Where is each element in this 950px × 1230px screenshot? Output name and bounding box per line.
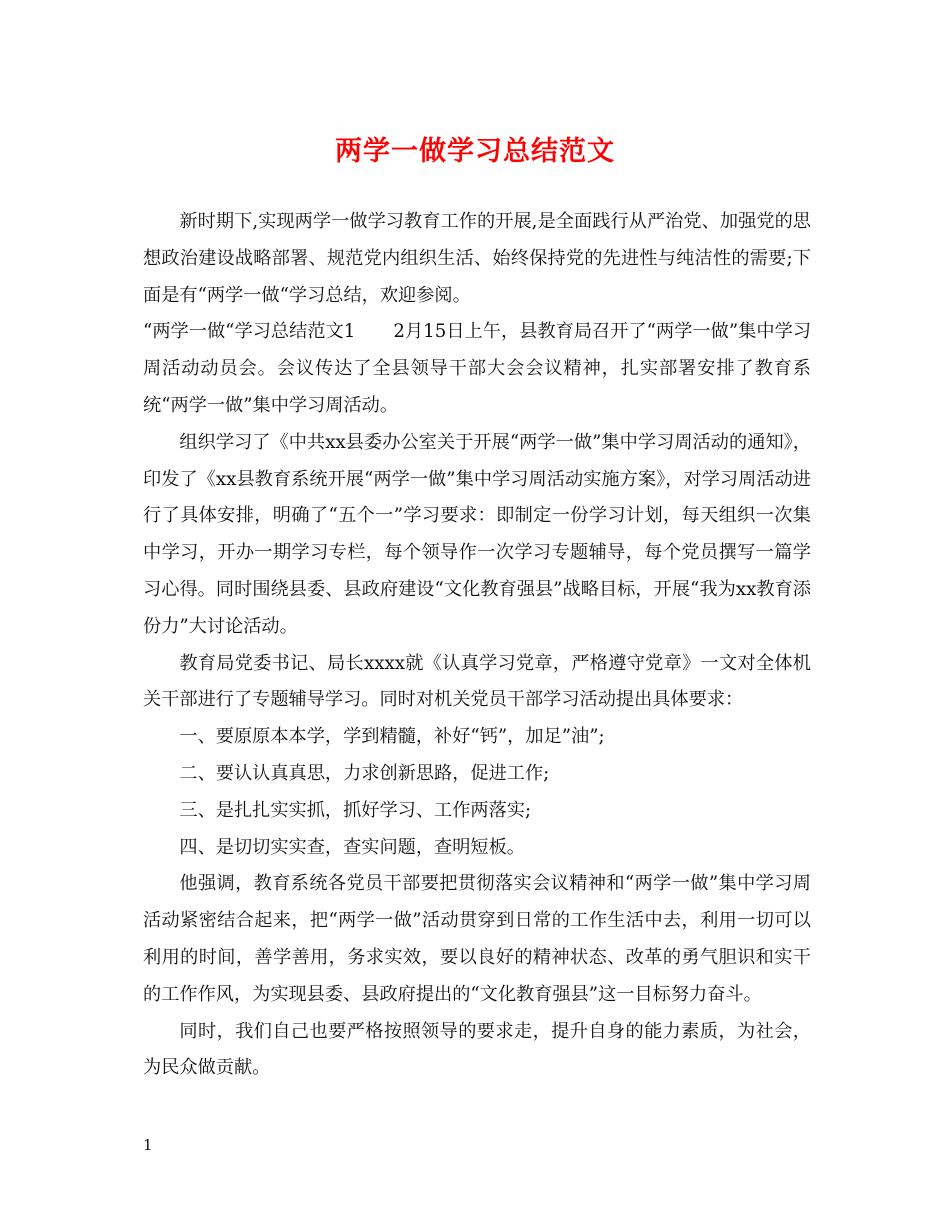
intro-paragraph: 新时期下,实现两学一做学习教育工作的开展,是全面践行从严治党、加强党的思想政治建设战略部署、规范党内组织生活、始终保持党的先进性与纯洁性的需要;下面是有“两学一做“学习总结，欢迎参阅。 bbox=[143, 211, 811, 306]
list-item: 二、要认认真真思，力求创新思路，促进工作; bbox=[179, 762, 550, 784]
section-heading: “两学一做“学习总结范文1 bbox=[143, 321, 356, 343]
page-title: 两学一做学习总结范文 bbox=[335, 136, 615, 167]
section-intro: 2月15日上午，县教育局召开了“两学一做”集中学习周活动动员会。会议传达了全县领导干部大会会议精神，扎实部署安排了教育系统“两学一做”集中学习周活动。 bbox=[143, 321, 812, 416]
body-paragraph: 他强调，教育系统各党员干部要把贯彻落实会议精神和“两学一做”集中学习周活动紧密结合起来，把“两学一做”活动贯穿到日常的工作生活中去，利用一切可以利用的时间，善学善用，务求实效，要以良好的精神状态、改革的勇气胆识和实干的工作作风，为实现县委、县政府提出的“文化教育强县”这一目标努力奋斗。 bbox=[143, 873, 811, 1005]
list-item: 一、要原原本本学，学到精髓，补好“钙”，加足”油”; bbox=[179, 726, 605, 748]
body-paragraph: 教育局党委书记、局长xxxx就《认真学习党章，严格遵守党章》一文对全体机关干部进行了专题辅导学习。同时对机关党员干部学习活动提出具体要求： bbox=[143, 652, 811, 711]
closing-paragraph: 同时，我们自己也要严格按照领导的要求走，提升自身的能力素质，为社会，为民众做贡献。 bbox=[143, 1020, 811, 1079]
document-body bbox=[143, 204, 811, 1087]
list-item: 四、是切切实实查，查实问题，查明短板。 bbox=[179, 836, 525, 858]
body-paragraph: 组织学习了《中共xx县委办公室关于开展“两学一做”集中学习周活动的通知》，印发了《xx县教育系统开展“两学一做”集中学习周活动实施方案》，对学习周活动进行了具体安排，明确了“五个一”学习要求：即制定一份学习计划，每天组织一次集中学习，开办一期学习专栏，每个领导作一次学习专题辅导，每个党员撰写一篇学习心得。同时围绕县委、县政府建设“文化教育强县”战略目标，开展“我为xx教育添份力”大讨论活动。 bbox=[143, 431, 811, 637]
list-item: 三、是扎扎实实抓，抓好学习、工作两落实; bbox=[179, 799, 532, 821]
section-paragraph bbox=[143, 314, 811, 424]
page-number: 1 bbox=[143, 1136, 153, 1154]
